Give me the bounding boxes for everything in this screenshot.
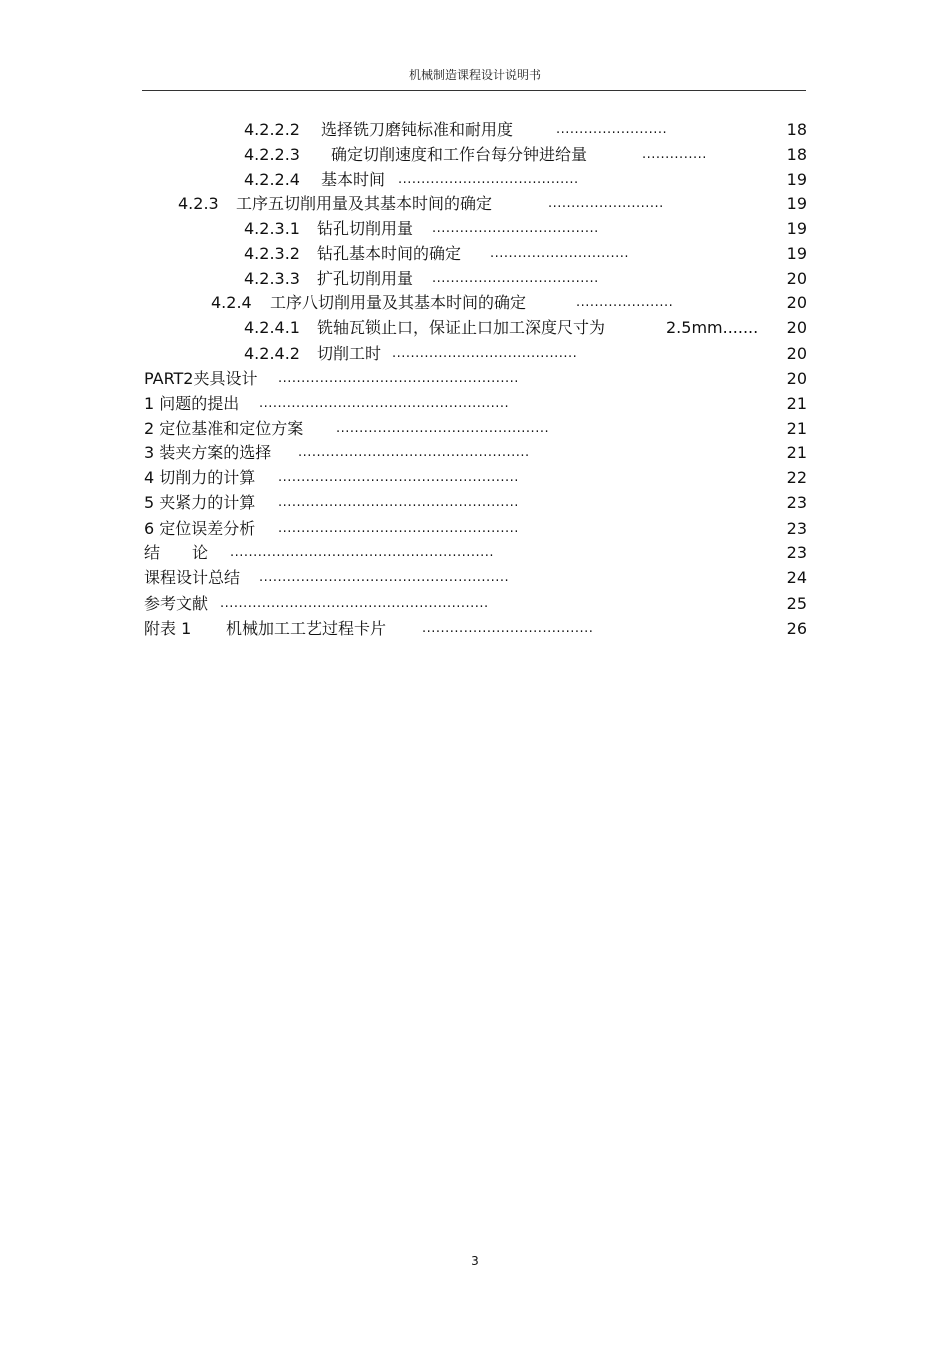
toc-entry-leader: ........................ [556, 122, 668, 137]
toc-entry-page: 20 [786, 344, 807, 363]
toc-entry-page: 25 [786, 594, 807, 613]
header-rule [142, 90, 806, 91]
toc-entry-page: 26 [786, 619, 807, 638]
toc-entry-leader: 2.5mm....... [666, 318, 759, 337]
toc-entry-leader: .............. [642, 147, 707, 162]
toc-entry[interactable] [0, 367, 950, 391]
toc-entry-number: 4.2.4 [211, 293, 252, 312]
toc-entry-number: 附表 1 [144, 619, 192, 638]
toc-entry-title: 选择铣刀磨钝标准和耐用度 [321, 120, 514, 139]
toc-entry-number: 4.2.3.2 [244, 244, 300, 263]
toc-entry-page: 18 [786, 145, 807, 164]
toc-entry-leader: .................................... [432, 271, 599, 286]
toc-entry-leader: .................................... [432, 221, 599, 236]
toc-entry-title: 参考文献 [144, 594, 209, 613]
toc-entry-title: 切削工时 [317, 344, 382, 363]
toc-entry-title: PART2夹具设计 [144, 369, 258, 388]
toc-entry-page: 21 [786, 419, 807, 438]
toc-entry[interactable] [0, 291, 950, 315]
toc-entry-title: 课程设计总结 [144, 568, 241, 587]
toc-entry-page: 21 [786, 394, 807, 413]
toc-entry-title: 3 装夹方案的选择 [144, 443, 272, 462]
toc-entry-leader: ..................................... [422, 621, 594, 636]
running-header: 机械制造课程设计说明书 [408, 68, 541, 82]
toc-entry-title: 基本时间 [321, 170, 386, 189]
toc-entry-leader: .................................................... [278, 371, 519, 386]
toc-entry-leader: .................................................... [278, 521, 519, 536]
toc-entry-leader: .............................................. [336, 421, 550, 436]
toc-entry[interactable] [0, 242, 950, 266]
toc-entry-number: 4.2.2.4 [244, 170, 300, 189]
toc-entry-title: 机械加工工艺过程卡片 [226, 619, 387, 638]
toc-entry[interactable] [0, 441, 950, 465]
toc-entry[interactable] [0, 168, 950, 192]
toc-entry-number: 4.2.3.3 [244, 269, 300, 288]
toc-entry-page: 23 [786, 519, 807, 538]
toc-entry[interactable] [0, 267, 950, 291]
toc-entry[interactable] [0, 592, 950, 616]
toc-entry-title: 1 问题的提出 [144, 394, 240, 413]
toc-entry-page: 19 [786, 194, 807, 213]
toc-entry-title: 工序八切削用量及其基本时间的确定 [270, 293, 527, 312]
toc-entry-title: 工序五切削用量及其基本时间的确定 [236, 194, 493, 213]
toc-entry-title: 确定切削速度和工作台每分钟进给量 [331, 145, 588, 164]
toc-entry-leader: .............................. [490, 246, 629, 261]
toc-entry-leader: .................................................. [298, 445, 530, 460]
toc-entry[interactable] [0, 541, 950, 565]
toc-entry-page: 20 [786, 293, 807, 312]
toc-entry[interactable] [0, 192, 950, 216]
toc-entry-leader: ......................... [548, 196, 664, 211]
toc-entry-page: 22 [786, 468, 807, 487]
toc-entry[interactable] [0, 566, 950, 590]
toc-entry-page: 21 [786, 443, 807, 462]
toc-entry-leader: ......................................................... [230, 545, 495, 560]
toc-entry-title: 6 定位误差分析 [144, 519, 256, 538]
toc-entry-title: 2 定位基准和定位方案 [144, 419, 304, 438]
toc-entry-leader: ...................................................... [259, 570, 510, 585]
toc-entry-page: 19 [786, 170, 807, 189]
toc-entry[interactable] [0, 118, 950, 142]
toc-entry-page: 20 [786, 318, 807, 337]
toc-entry[interactable] [0, 316, 950, 340]
toc-entry-title: 扩孔切削用量 [317, 269, 414, 288]
toc-entry-number: 4.2.3.1 [244, 219, 300, 238]
toc-entry-leader: ........................................ [392, 346, 578, 361]
toc-entry-page: 19 [786, 219, 807, 238]
toc-entry[interactable] [0, 466, 950, 490]
toc-entry[interactable] [0, 392, 950, 416]
toc-entry-number: 4.2.3 [178, 194, 219, 213]
toc-entry-page: 20 [786, 269, 807, 288]
toc-entry-title: 钻孔切削用量 [317, 219, 414, 238]
toc-entry-title: 结 论 [144, 543, 209, 562]
toc-entry-page: 23 [786, 543, 807, 562]
toc-entry-leader: ....................................... [398, 172, 579, 187]
toc-entry-leader: .................................................... [278, 470, 519, 485]
toc-entry-number: 4.2.2.2 [244, 120, 300, 139]
toc-entry-page: 20 [786, 369, 807, 388]
toc-entry[interactable] [0, 417, 950, 441]
toc-entry-number: 4.2.2.3 [244, 145, 300, 164]
toc-entry-page: 24 [786, 568, 807, 587]
toc-entry[interactable] [0, 217, 950, 241]
toc-entry-page: 19 [786, 244, 807, 263]
toc-entry[interactable] [0, 342, 950, 366]
toc-entry[interactable] [0, 517, 950, 541]
toc-entry-page: 18 [786, 120, 807, 139]
toc-entry-page: 23 [786, 493, 807, 512]
toc-entry-number: 4.2.4.2 [244, 344, 300, 363]
toc-entry-leader: .................................................... [278, 495, 519, 510]
toc-entry-leader: .......................................................... [220, 596, 489, 611]
page-number: 3 [471, 1254, 479, 1268]
toc-entry[interactable] [0, 143, 950, 167]
toc-entry-title: 5 夹紧力的计算 [144, 493, 256, 512]
toc-entry[interactable] [0, 617, 950, 641]
toc-entry-leader: ..................... [576, 295, 674, 310]
toc-entry[interactable] [0, 491, 950, 515]
toc-entry-title: 钻孔基本时间的确定 [317, 244, 462, 263]
toc-entry-leader: ...................................................... [259, 396, 510, 411]
toc-entry-title: 铣轴瓦锁止口，保证止口加工深度尺寸为 [317, 318, 606, 337]
toc-entry-number: 4.2.4.1 [244, 318, 300, 337]
toc-entry-title: 4 切削力的计算 [144, 468, 256, 487]
